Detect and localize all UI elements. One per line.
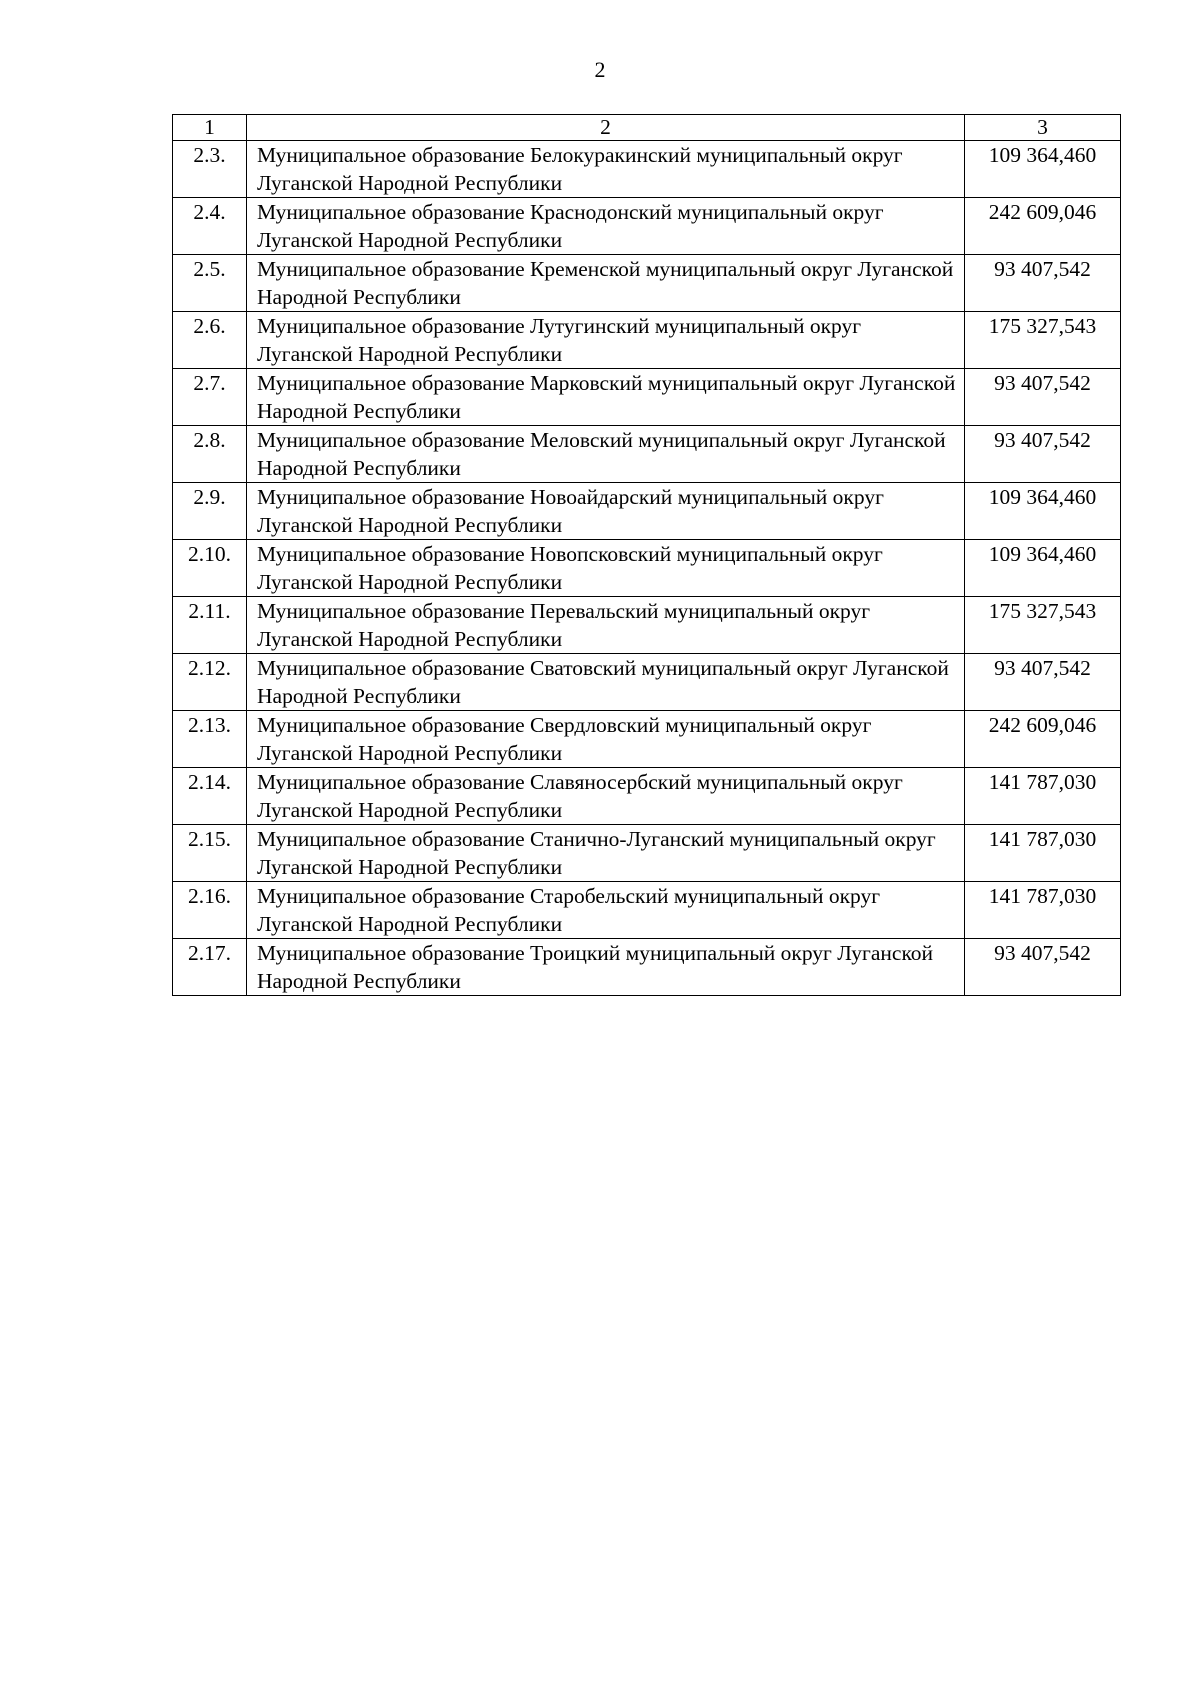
amount-value: 141 787,030 [965, 768, 1121, 825]
municipality-name: Муниципальное образование Белокуракинский муниципальный округ Луганской Народной Республики [247, 141, 965, 198]
table-row [173, 198, 1121, 255]
table-row [173, 939, 1121, 996]
municipality-name: Муниципальное образование Сватовский муниципальный округ Луганской Народной Республики [247, 654, 965, 711]
municipality-name: Муниципальное образование Марковский муниципальный округ Луганской Народной Республики [247, 369, 965, 426]
municipality-name: Муниципальное образование Лутугинский муниципальный округ Луганской Народной Республики [247, 312, 965, 369]
table-row [173, 141, 1121, 198]
table-row [173, 483, 1121, 540]
table-row [173, 882, 1121, 939]
table-row [173, 768, 1121, 825]
table-row [173, 255, 1121, 312]
column-header-2: 2 [247, 115, 965, 141]
table-row [173, 825, 1121, 882]
municipality-name: Муниципальное образование Перевальский муниципальный округ Луганской Народной Республики [247, 597, 965, 654]
municipality-name: Муниципальное образование Меловский муниципальный округ Луганской Народной Республики [247, 426, 965, 483]
amount-value: 141 787,030 [965, 882, 1121, 939]
column-header-3: 3 [965, 115, 1121, 141]
row-number: 2.14. [173, 768, 247, 825]
amount-value: 93 407,542 [965, 939, 1121, 996]
amount-value: 109 364,460 [965, 483, 1121, 540]
amount-value: 242 609,046 [965, 711, 1121, 768]
municipality-name: Муниципальное образование Кременской муниципальный округ Луганской Народной Республики [247, 255, 965, 312]
amount-value: 93 407,542 [965, 426, 1121, 483]
amount-value: 93 407,542 [965, 654, 1121, 711]
amount-value: 242 609,046 [965, 198, 1121, 255]
row-number: 2.16. [173, 882, 247, 939]
municipality-name: Муниципальное образование Новопсковский муниципальный округ Луганской Народной Республики [247, 540, 965, 597]
row-number: 2.3. [173, 141, 247, 198]
table-row [173, 312, 1121, 369]
municipality-name: Муниципальное образование Новоайдарский муниципальный округ Луганской Народной Республики [247, 483, 965, 540]
municipality-name: Муниципальное образование Свердловский муниципальный округ Луганской Народной Республики [247, 711, 965, 768]
amount-value: 109 364,460 [965, 540, 1121, 597]
row-number: 2.6. [173, 312, 247, 369]
table-row [173, 654, 1121, 711]
row-number: 2.11. [173, 597, 247, 654]
amount-value: 175 327,543 [965, 312, 1121, 369]
row-number: 2.13. [173, 711, 247, 768]
amount-value: 141 787,030 [965, 825, 1121, 882]
municipality-name: Муниципальное образование Славяносербский муниципальный округ Луганской Народной Республики [247, 768, 965, 825]
row-number: 2.4. [173, 198, 247, 255]
row-number: 2.7. [173, 369, 247, 426]
row-number: 2.17. [173, 939, 247, 996]
municipality-name: Муниципальное образование Станично-Луганский муниципальный округ Луганской Народной Республики [247, 825, 965, 882]
row-number: 2.12. [173, 654, 247, 711]
municipality-name: Муниципальное образование Старобельский муниципальный округ Луганской Народной Республики [247, 882, 965, 939]
table-row [173, 369, 1121, 426]
column-header-1: 1 [173, 115, 247, 141]
municipality-name: Муниципальное образование Краснодонский муниципальный округ Луганской Народной Республики [247, 198, 965, 255]
amount-value: 93 407,542 [965, 255, 1121, 312]
amount-value: 109 364,460 [965, 141, 1121, 198]
table-row [173, 597, 1121, 654]
row-number: 2.8. [173, 426, 247, 483]
amount-value: 175 327,543 [965, 597, 1121, 654]
row-number: 2.10. [173, 540, 247, 597]
row-number: 2.9. [173, 483, 247, 540]
table-row [173, 426, 1121, 483]
municipality-name: Муниципальное образование Троицкий муниципальный округ Луганской Народной Республики [247, 939, 965, 996]
row-number: 2.5. [173, 255, 247, 312]
page-number: 2 [594, 57, 606, 82]
table-header-row [173, 115, 1121, 141]
amount-value: 93 407,542 [965, 369, 1121, 426]
table-row [173, 711, 1121, 768]
allocation-table [172, 114, 1121, 996]
table-row [173, 540, 1121, 597]
row-number: 2.15. [173, 825, 247, 882]
